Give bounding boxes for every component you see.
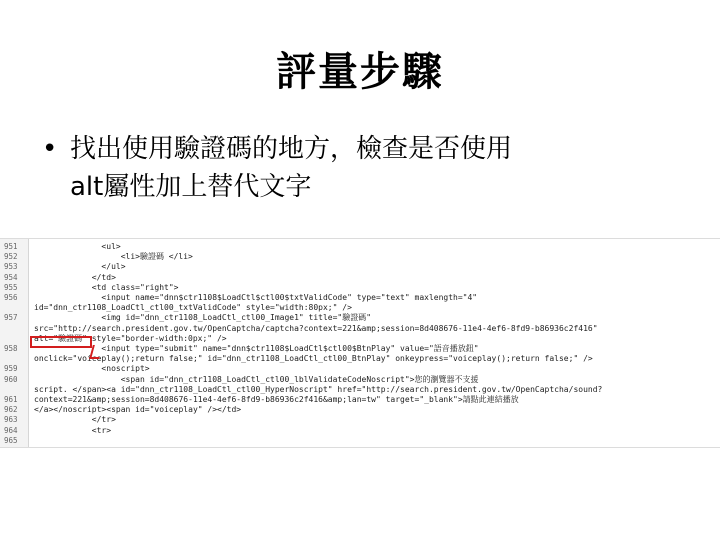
line-number: 958 (4, 344, 18, 353)
line-number: 952 (4, 252, 18, 262)
line-number: 954 (4, 272, 18, 282)
code-text: <noscript> (34, 364, 150, 374)
code-text: <td class="right"> (34, 282, 179, 292)
line-number: 965 (4, 435, 18, 445)
line-number: 963 (4, 415, 18, 425)
line-number: 961 (4, 395, 18, 404)
code-text: </a></noscript><span id="voiceplay" /></td> (34, 405, 242, 415)
code-line (0, 435, 720, 447)
bullet-line-1: 找出使用驗證碼的地方，檢查是否使用 (70, 134, 513, 164)
code-text: <input name="dnn$ctr1108$LoadCtl$ctl00$txtValidCode" type="text" maxlength="4" (34, 293, 478, 302)
code-text: alt="驗證碼" style="border-width:0px;" /> (34, 333, 227, 343)
code-text: <li>驗證碼 </li> (34, 252, 193, 262)
bullet-point (42, 130, 682, 206)
bullet-text (70, 130, 682, 206)
line-number: 953 (4, 262, 18, 272)
code-text: id="dnn_ctr1108_LoadCtl_ctl00_txtValidCode" style="width:80px;" /> (34, 303, 352, 313)
code-text: </ul> (34, 262, 126, 272)
line-number: 964 (4, 425, 18, 435)
source-code-screenshot (0, 238, 720, 448)
bullet-line-2: alt屬性加上替代文字 (70, 172, 312, 202)
code-text: <input type="submit" name="dnn$ctr1108$LoadCtl$ctl00$BtnPlay" value="語音播放鈕" (34, 344, 479, 353)
line-number: 951 (4, 242, 18, 251)
bullet-dot-icon: • (42, 134, 58, 164)
line-number: 957 (4, 313, 18, 323)
code-text: <tr> (34, 425, 112, 435)
code-text: </tr> (34, 415, 116, 425)
code-text: <ul> (34, 242, 121, 251)
alt-attribute-highlight (30, 336, 92, 348)
line-number: 956 (4, 293, 18, 302)
code-text: context=221&amp;session=8d408676-11e4-4ef6-8fd9-b86936c2f416&amp;lan=tw" target="_blank">請點此連結播放 (34, 395, 519, 404)
code-text: <span id="dnn_ctr1108_LoadCtl_ctl00_lblValidateCodeNoscript">您的瀏覽器不支援 (34, 374, 479, 384)
line-number: 955 (4, 282, 18, 292)
line-number: 962 (4, 405, 18, 415)
code-text: onclick="voiceplay();return false;" id="dnn_ctr1108_LoadCtl_ctl00_BtnPlay" onkeypress="voiceplay();return false;" /> (34, 354, 593, 364)
code-text: script. </span><a id="dnn_ctr1108_LoadCtl_ctl00_HyperNoscript" href="http://search.president.gov.tw/OpenCaptcha/sound? (34, 384, 603, 394)
code-text: src="http://search.president.gov.tw/OpenCaptcha/captcha?context=221&amp;session=8d408676-11e4-4ef6-8fd9-b86936c2f416" (34, 323, 598, 333)
line-number: 959 (4, 364, 18, 374)
slide-title: 評量步驟 (276, 49, 444, 95)
line-number: 960 (4, 374, 18, 384)
code-text: <img id="dnn_ctr1108_LoadCtl_ctl00_Image1" title="驗證碼" (34, 313, 372, 323)
code-text: </td> (34, 272, 116, 282)
